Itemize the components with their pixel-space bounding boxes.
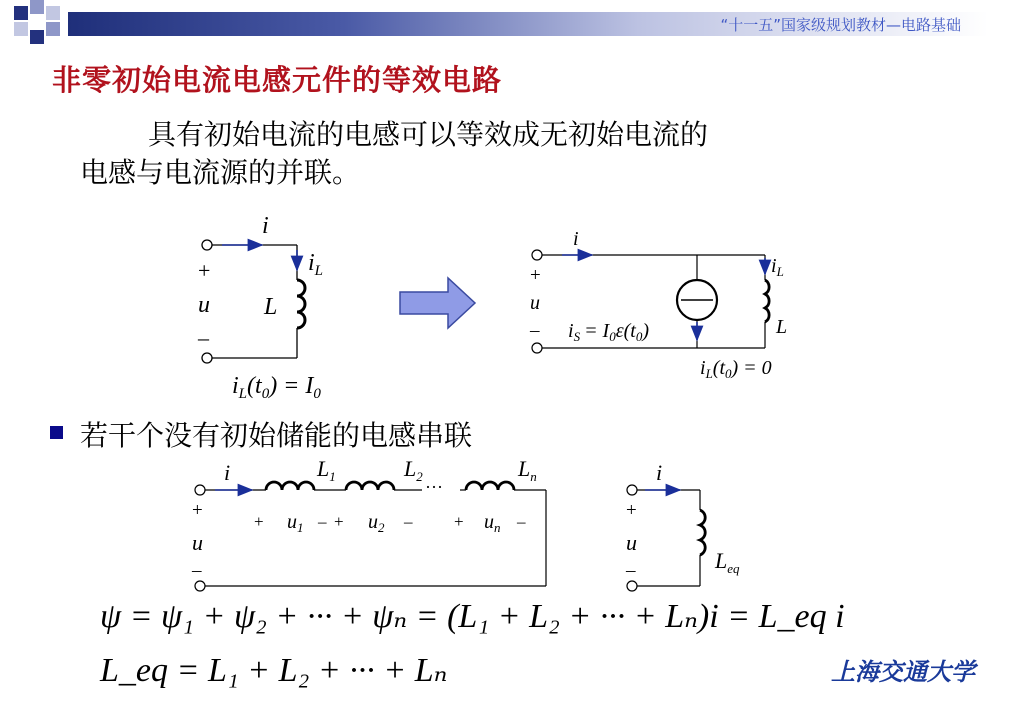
u2-minus: –: [404, 512, 413, 531]
inductor-coil-2: [765, 280, 769, 322]
label-u2: $u_2$: [368, 511, 385, 535]
u2-plus: +: [334, 512, 344, 531]
bullet-text: 若干个没有初始储能的电感串联: [80, 419, 473, 452]
slide-title: 非零初始电流电感元件的等效电路: [52, 63, 503, 97]
paragraph-line-2: 电感与电流源的并联。: [80, 156, 361, 189]
u1-minus: –: [318, 512, 327, 531]
equation-Leq: L_eq = L₁ + L₂ + ··· + Lₙ: [100, 652, 448, 689]
label-u-2: u: [530, 292, 540, 314]
circuit-4: [627, 485, 705, 591]
label-minus-3: –: [192, 560, 202, 581]
label-u1: $u_1$: [287, 511, 304, 535]
label-plus-2: +: [530, 265, 541, 286]
label-Leq: $L_{eq}$: [715, 548, 740, 576]
label-minus-1: –: [198, 325, 209, 350]
label-L-1: L: [264, 294, 278, 320]
label-u-4: u: [626, 530, 637, 555]
u1-plus: +: [254, 512, 264, 531]
inductor-L1: [266, 482, 314, 490]
label-un: $u_n$: [484, 511, 501, 535]
equation-flux: ψ = ψ₁ + ψ₂ + ··· + ψₙ = (L₁ + L₂ + ··· + Lₙ)i = L_eq i: [100, 598, 845, 635]
label-L2: $L_2$: [404, 456, 423, 484]
label-i-2: i: [573, 228, 579, 250]
university-logo: 上海交通大学: [831, 657, 975, 686]
label-iL-2: $i_L$: [771, 255, 784, 279]
label-minus-2: –: [530, 320, 540, 341]
inductor-coil-1: [297, 280, 305, 328]
terminal-top-1: [202, 240, 212, 250]
series-dots: ···: [425, 477, 443, 497]
inductor-Leq: [700, 510, 705, 555]
terminal-bottom-1: [202, 353, 212, 363]
paragraph-line-1: 具有初始电流的电感可以等效成无初始电流的: [148, 118, 709, 151]
circuit-1: [202, 240, 305, 363]
equivalence-arrow-icon: [400, 278, 475, 328]
label-plus-3: +: [192, 500, 203, 521]
header-course-title: “十一五”国家级规划教材—电路基础: [720, 16, 961, 34]
initial-condition-2: $i_L(t_0) = 0$: [700, 357, 772, 381]
inductor-Ln: [466, 482, 514, 490]
label-i-4: i: [656, 460, 663, 485]
label-u-3: u: [192, 530, 203, 555]
un-minus: –: [517, 512, 526, 531]
initial-condition-1: $i_L(t_0) = I_0$: [232, 373, 321, 402]
label-L-2: L: [776, 316, 788, 338]
label-Ln: $L_n$: [518, 456, 537, 484]
label-u-1: u: [198, 292, 210, 318]
inductor-L2: [346, 482, 394, 490]
label-plus-1: +: [198, 258, 211, 283]
source-value-label: $i_S = I_0\varepsilon(t_0)$: [568, 320, 649, 344]
label-iL-1: $i_L$: [308, 250, 324, 279]
label-minus-4: –: [626, 560, 636, 581]
label-plus-4: +: [626, 500, 637, 521]
label-i-1: i: [262, 213, 269, 239]
circuit-3: [195, 482, 546, 591]
label-i-3: i: [224, 460, 231, 485]
label-L1: $L_1$: [317, 456, 336, 484]
un-plus: +: [454, 512, 464, 531]
